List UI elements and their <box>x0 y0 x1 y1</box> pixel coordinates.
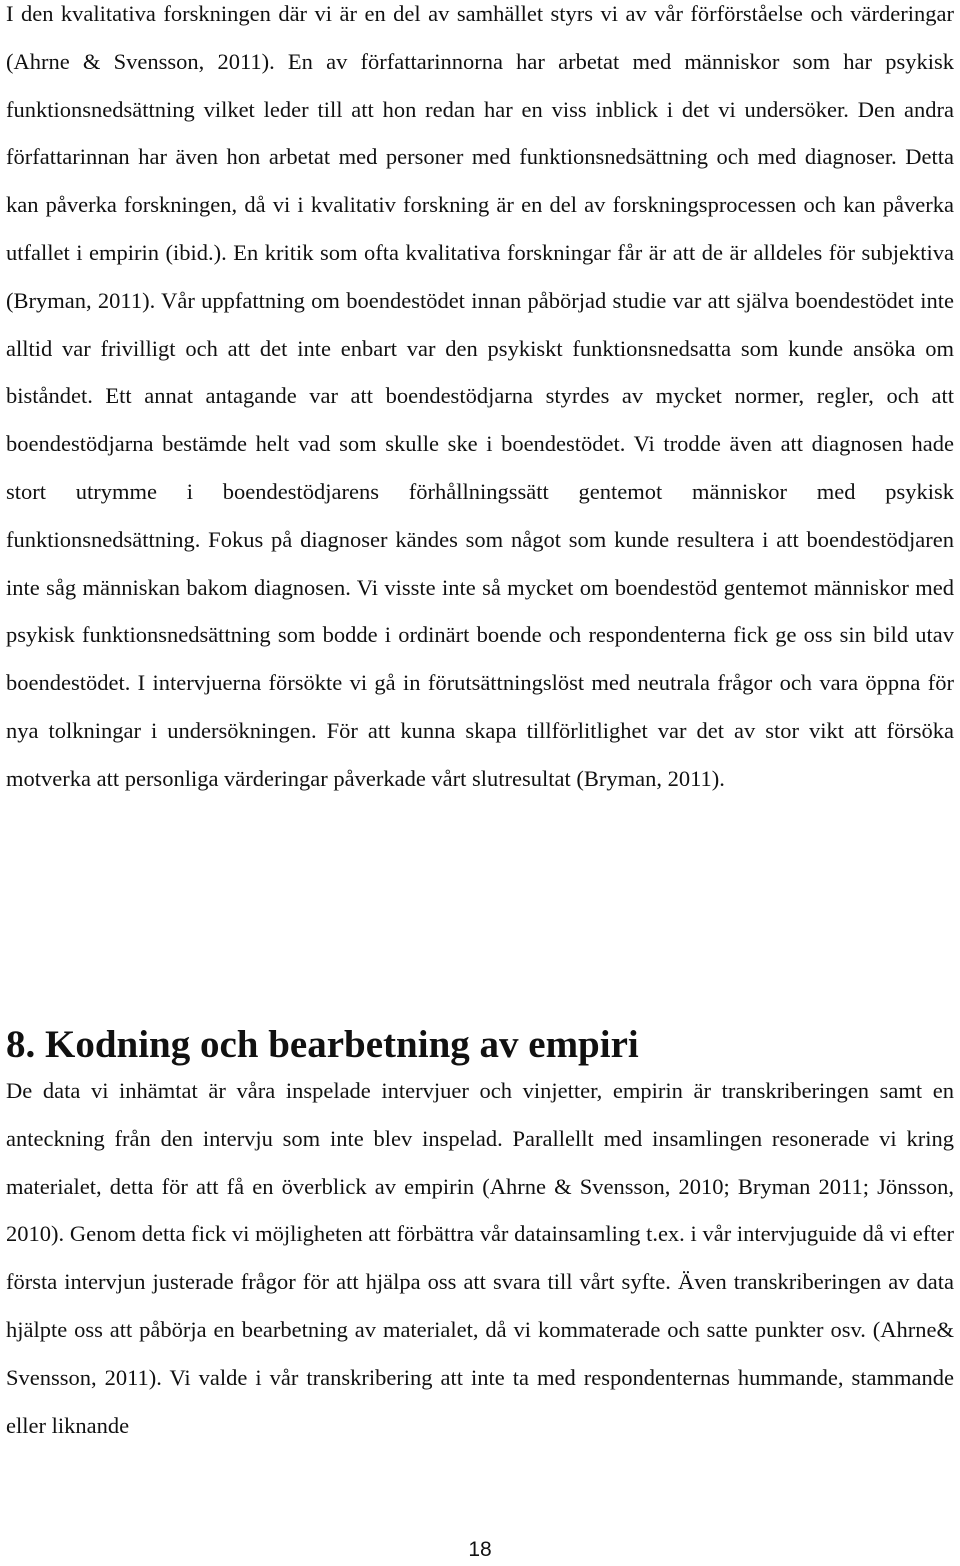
page-number: 18 <box>468 1538 492 1561</box>
body-paragraph-reflexivity: I den kvalitativa forskningen där vi är en del av samhället styrs vi av vår förförståelse och värderingar (Ahrne & Svensson, 2011). En av författarinnorna har arbetat med människor som har psykisk funktionsnedsättning vilket leder till att hon redan har en viss inblick i det vi undersöker. Den andra författarinnan har även hon arbetat med personer med funktionsnedsättning och med diagnoser. Detta kan påverka forskningen, då vi i kvalitativ forskning är en del av forskningsprocessen och kan påverka utfallet i empirin (ibid.). En kritik som ofta kvalitativa forskningar får är att de är alldeles för subjektiva (Bryman, 2011). Vår uppfattning om boendestödet innan påbörjad studie var att själva boendestödet inte alltid var frivilligt och att det inte enbart var den psykiskt funktionsnedsatta som kunde ansöka om biståndet. Ett annat antagande var att boendestödjarna styrdes av mycket normer, regler, och att boendestödjarna bestämde helt vad som skulle ske i boendestödet. Vi trodde även att diagnosen hade stort utrymme i boendestödjarens förhållningssätt gentemot människor med psykisk funktionsnedsättning. Fokus på diagnoser kändes som något som kunde resultera i att boendestödjaren inte såg människan bakom diagnosen. Vi visste inte så mycket om boendestöd gentemot människor med psykisk funktionsnedsättning som bodde i ordinärt boende och respondenterna fick ge oss sin bild utav boendestödet. I intervjuerna försökte vi gå in förutsättningslöst med neutrala frågor och vara öppna för nya tolkningar i undersökningen. För att kunna skapa tillförlitlighet var det av stor vikt att försöka motverka att personliga värderingar påverkade vårt slutresultat (Bryman, 2011). <box>6 1 954 791</box>
section-heading: 8. Kodning och bearbetning av empiri <box>6 1023 639 1066</box>
body-paragraph-coding: De data vi inhämtat är våra inspelade intervjuer och vinjetter, empirin är transkriberingen samt en anteckning från den intervju som inte blev inspelad. Parallellt med insamlingen resonerade vi kring materialet, detta för att få en överblick av empirin (Ahrne & Svensson, 2010; Bryman 2011; Jönsson, 2010). Genom detta fick vi möjligheten att förbättra vår datainsamling t.ex. i vår intervjuguide då vi efter första intervjun justerade frågor för att hjälpa oss att svara till vårt syfte. Även transkriberingen av data hjälpte oss att påbörja en bearbetning av materialet, då vi kommaterade och satte punkter osv. (Ahrne& Svensson, 2011). Vi valde i vår transkribering att inte ta med respondenternas hummande, stammande eller liknande <box>6 1078 954 1438</box>
